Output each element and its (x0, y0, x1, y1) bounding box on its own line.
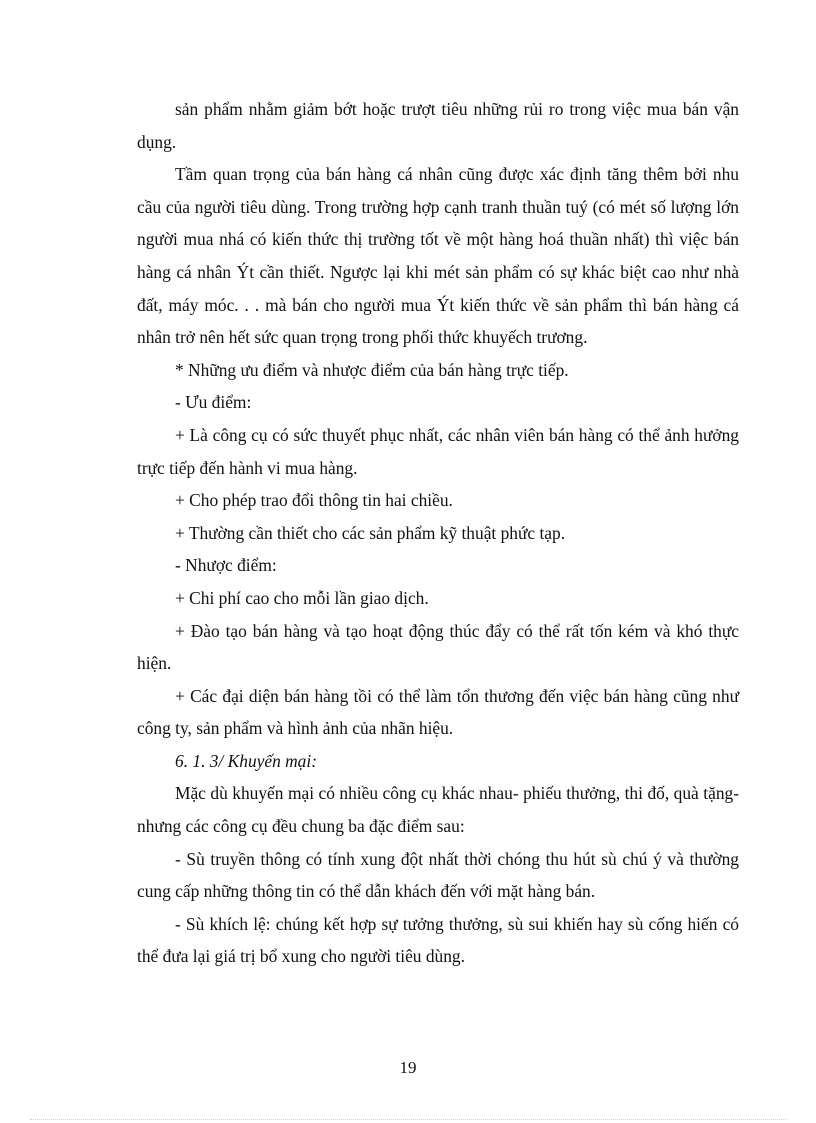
page-body (137, 93, 739, 973)
page-bottom-divider (30, 1119, 786, 1120)
paragraph-11: + Các đại diện bán hàng tồi có thể làm tổn thương đến việc bán hàng cũng như công ty, sản phẩm và hình ảnh của nhãn hiệu. (137, 685, 739, 739)
paragraph-4: - Ưu điểm: (175, 392, 252, 413)
paragraph-6: + Cho phép trao đổi thông tin hai chiều. (175, 490, 453, 511)
paragraph-13: Mặc dù khuyến mại có nhiều công cụ khác nhau- phiếu thưởng, thi đố, quà tặng- nhưng các công cụ đều chung ba đặc điểm sau: (137, 783, 739, 837)
section-heading: 6. 1. 3/ Khuyến mại: (175, 750, 318, 771)
paragraph-7: + Thường cần thiết cho các sản phẩm kỹ thuật phức tạp. (175, 522, 566, 543)
paragraph-1: sản phẩm nhằm giảm bớt hoặc trượt tiêu những rủi ro trong việc mua bán vận dụng. (137, 99, 739, 152)
paragraph-15: - Sù khích lệ: chúng kết hợp sự tưởng thưởng, sù sui khiến hay sù cống hiến có thể đưa lại giá trị bổ xung cho người tiêu dùng. (137, 913, 739, 967)
paragraph-5: + Là công cụ có sức thuyết phục nhất, các nhân viên bán hàng có thể ảnh hưởng trực tiếp đến hành vi mua hàng. (137, 424, 739, 478)
paragraph-9: + Chi phí cao cho mỗi lần giao dịch. (175, 587, 429, 608)
paragraph-10: + Đào tạo bán hàng và tạo hoạt động thúc đẩy có thể rất tốn kém và khó thực hiện. (137, 620, 739, 674)
paragraph-3: * Những ưu điểm và nhược điểm của bán hàng trực tiếp. (175, 359, 569, 380)
page-number: 19 (399, 1058, 417, 1077)
paragraph-2: Tầm quan trọng của bán hàng cá nhân cũng được xác định tăng thêm bởi nhu cầu của người tiêu dùng. Trong trường hợp cạnh tranh thuần tuý (có mét số lượng lớn người mua nhá có kiến thức thị trường tốt về một hàng hoá thuần nhất) thì việc bán hàng cá nhân Ýt cần thiết. Ngược lại khi mét sản phẩm có sự khác biệt cao như nhà đất, máy móc. . . mà bán cho người mua Ýt kiến thức về sản phẩm thì bán hàng cá nhân trở nên hết sức quan trọng trong phối thức khuyếch trương. (137, 164, 739, 348)
paragraph-14: - Sù truyền thông có tính xung đột nhất thời chóng thu hút sù chú ý và thường cung cấp những thông tin có thể dẫn khách đến với mặt hàng bán. (137, 848, 739, 902)
paragraph-8: - Nhược điểm: (175, 555, 277, 576)
